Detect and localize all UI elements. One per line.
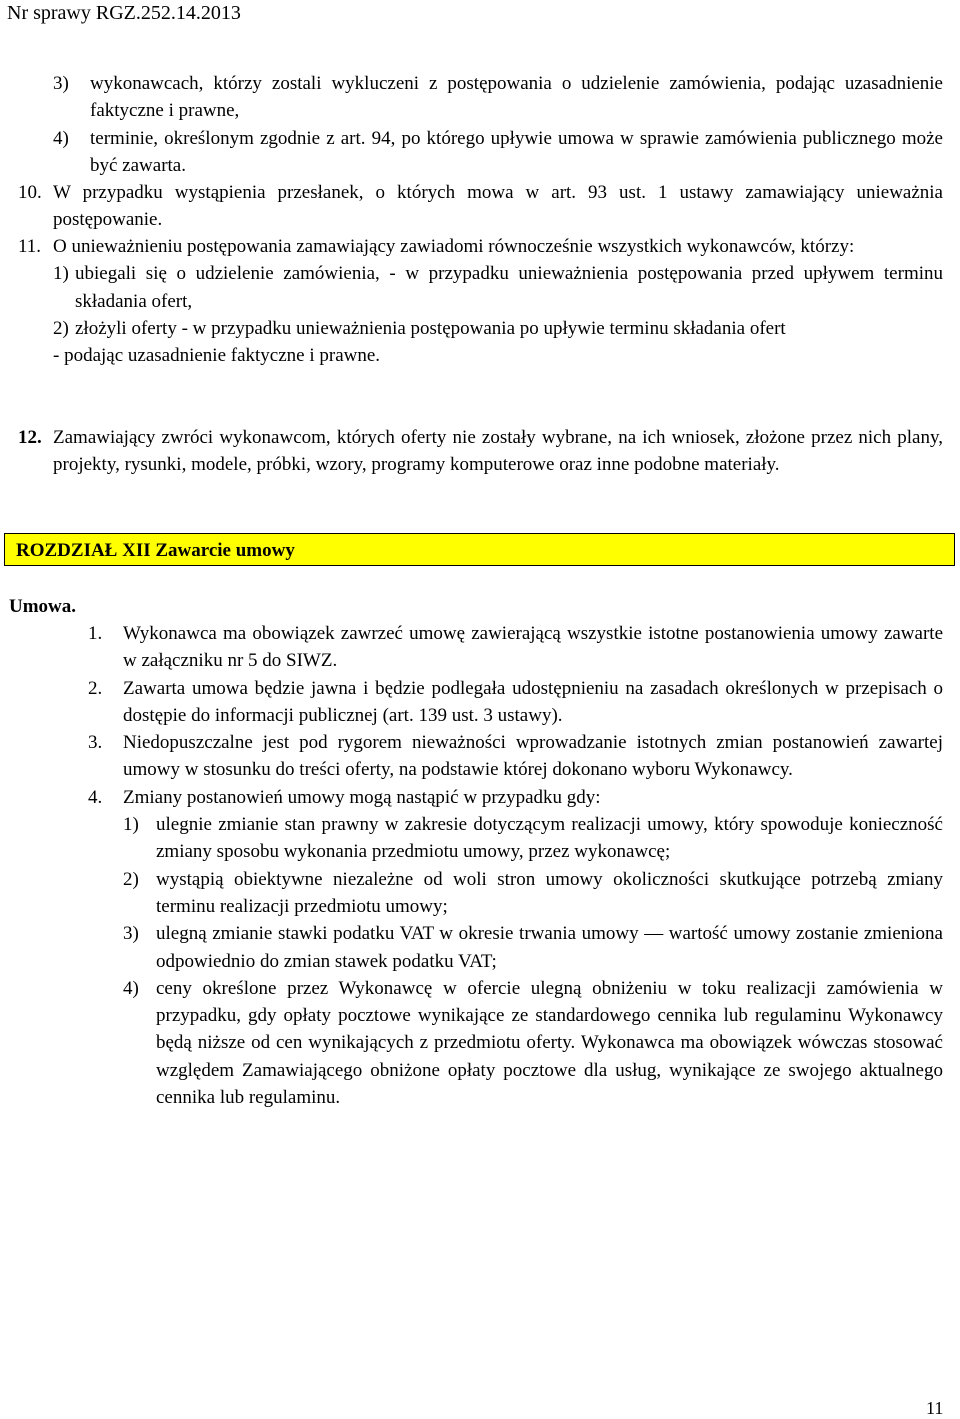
sub-list-item-text: ulegną zmianie stawki podatku VAT w okresie trwania umowy — wartość umowy zostanie zmieniona odpowiednio do zmian stawek podatku VAT; bbox=[156, 923, 943, 972]
sub-list-item bbox=[123, 811, 943, 866]
page-number: 11 bbox=[926, 1398, 944, 1418]
list-item-text: złożyli oferty - w przypadku unieważnienia postępowania po upływie terminu składania ofert bbox=[75, 317, 786, 339]
list-item bbox=[53, 70, 943, 125]
list-item-number: 1) bbox=[53, 263, 69, 285]
umowa-heading: Umowa. bbox=[9, 596, 77, 617]
list-item-text: Zawarta umowa będzie jawna i będzie podlegała udostępnieniu na zasadach określonych w przepisach o dostępie do informacji publicznej (art. 139 ust. 3 ustawy). bbox=[123, 677, 943, 726]
page-header: Nr sprawy RGZ.252.14.2013 bbox=[7, 2, 241, 24]
sub-list-item-number: 3) bbox=[123, 923, 139, 945]
section-heading: ROZDZIAŁ XII Zawarcie umowy bbox=[4, 533, 955, 566]
continued-list bbox=[53, 70, 943, 179]
list-item-text: wykonawcach, którzy zostali wykluczeni z postępowania o udzielenie zamówienia, podając uzasadnienie faktyczne i prawne, bbox=[90, 73, 943, 122]
list-item bbox=[53, 125, 943, 180]
point-number: 12. bbox=[18, 427, 42, 448]
list-item-number: 3) bbox=[53, 73, 69, 94]
list-item-number: 3. bbox=[88, 732, 103, 754]
sub-list-item-number: 1) bbox=[123, 814, 139, 836]
list-item bbox=[53, 260, 943, 315]
sub-list-item-text: ceny określone przez Wykonawcę w ofercie ulegną obniżeniu w toku realizacji zamówienia w przypadku, gdy opłaty pocztowe wynikające ze standardowego cennika lub regulaminu Wykonawcy będą niższe od cen wynikających z przedmiotu oferty. Wykonawca ma obowiązek wówczas stosować względem Zamawiającego obniżone opłaty pocztowe dla usług, wynikające ze swojego aktualnego cennika lub regulaminu. bbox=[156, 977, 943, 1109]
list-item-text: Niedopuszczalne jest pod rygorem nieważności wprowadzanie istotnych zmian postanowień zawartej umowy w stosunku do treści oferty, na podstawie której dokonano wyboru Wykonawcy. bbox=[123, 732, 943, 781]
point-text: Zamawiający zwróci wykonawcom, których oferty nie zostały wybrane, na ich wniosek, złożone przez nich plany, projekty, rysunki, modele, próbki, wzory, programy komputerowe oraz inne podobne materiały. bbox=[53, 427, 943, 476]
sub-list-item bbox=[123, 920, 943, 975]
list-item-text: terminie, określonym zgodnie z art. 94, po którego upływie umowa w sprawie zamówienia publicznego może być zawarta. bbox=[90, 127, 943, 176]
sub-list-item-number: 2) bbox=[123, 868, 139, 890]
closing-text: - podając uzasadnienie faktyczne i prawne. bbox=[53, 345, 381, 367]
list-item-text: Zmiany postanowień umowy mogą nastąpić w przypadku gdy: bbox=[123, 786, 601, 808]
list-item bbox=[88, 620, 943, 675]
sub-list-item bbox=[123, 866, 943, 921]
point-number: 11. bbox=[18, 236, 42, 257]
point-12 bbox=[18, 424, 943, 479]
point-text: W przypadku wystąpienia przesłanek, o których mowa w art. 93 ust. 1 ustawy zamawiający unieważnia postępowanie. bbox=[53, 182, 943, 231]
list-item-number: 1. bbox=[88, 623, 103, 644]
point-text: O unieważnieniu postępowania zamawiający zawiadomi równocześnie wszystkich wykonawców, którzy: bbox=[53, 236, 855, 257]
list-item-text: ubiegali się o udzielenie zamówienia, - w przypadku unieważnienia postępowania przed upływem terminu składania ofert, bbox=[75, 263, 943, 312]
sub-list-item bbox=[123, 975, 943, 1111]
sub-list-item-text: ulegnie zmianie stan prawny w zakresie dotyczącym realizacji umowy, który spowoduje konieczność zmiany sposobu wykonania przedmiotu umowy, przez wykonawcę; bbox=[156, 814, 943, 863]
list-item bbox=[88, 729, 943, 784]
list-item bbox=[88, 784, 943, 811]
point-10 bbox=[18, 179, 943, 234]
list-item-number: 2. bbox=[88, 677, 103, 699]
list-item-text: Wykonawca ma obowiązek zawrzeć umowę zawierającą wszystkie istotne postanowienia umowy zawarte w załączniku nr 5 do SIWZ. bbox=[123, 623, 943, 672]
list-item-number: 4. bbox=[88, 786, 103, 808]
point-number: 10. bbox=[18, 182, 42, 203]
point-11 bbox=[18, 233, 943, 369]
sub-list-item-text: wystąpią obiektywne niezależne od woli stron umowy okoliczności skutkujące potrzebą zmiany terminu realizacji przedmiotu umowy; bbox=[156, 868, 943, 917]
list-item bbox=[53, 315, 943, 342]
list-item bbox=[88, 675, 943, 730]
umowa-list bbox=[88, 620, 943, 1111]
sub-list-item-number: 4) bbox=[123, 977, 139, 999]
list-item-number: 4) bbox=[53, 127, 69, 149]
list-item-number: 2) bbox=[53, 317, 69, 339]
